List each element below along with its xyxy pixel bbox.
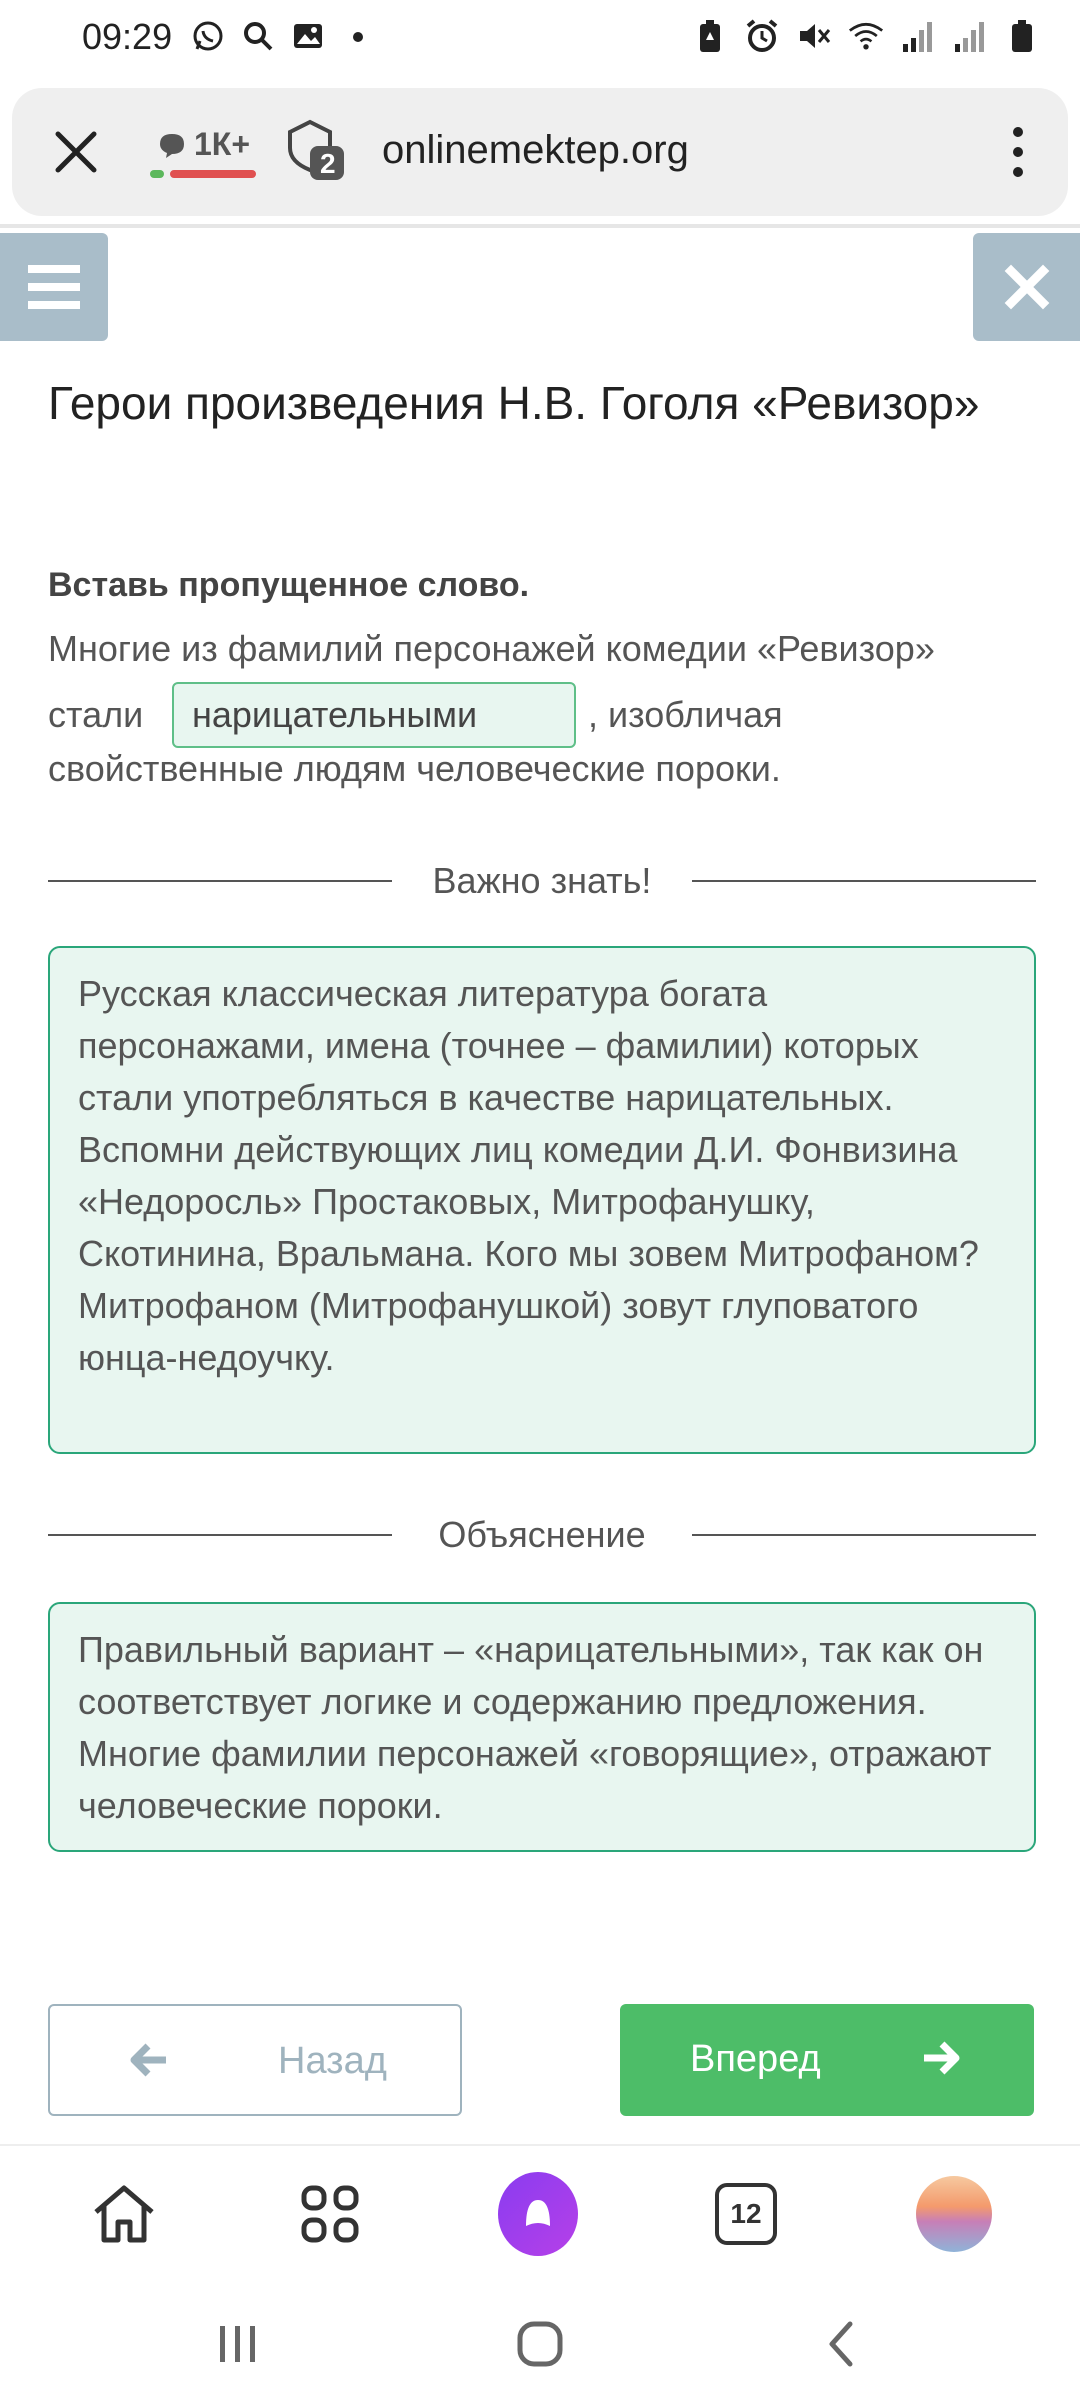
page-title: Герои произведения Н.В. Гоголя «Ревизор»	[48, 377, 980, 429]
chat-bubble-icon	[156, 130, 188, 167]
comments-counter[interactable]	[150, 126, 256, 180]
important-text: Русская классическая литература богата персонажами, имена (точнее – фамилии) которых стали употребляться в качестве нарицательных. Вспомни действующих лиц комедии Д.И. Фонвизина «Недоросль» Простаковых, Митрофанушку, Скотинина, Вральмана. Кого мы зовем Митрофаном? Митрофаном (Митрофанушкой) зовут глуповатого юнца-недоучку.	[78, 973, 979, 1378]
back-button[interactable]	[48, 2004, 462, 2116]
next-button[interactable]	[620, 2004, 1034, 2116]
divider	[692, 1534, 1036, 1536]
avatar	[916, 2176, 992, 2252]
divider	[48, 880, 392, 882]
close-page-button[interactable]	[973, 233, 1080, 341]
divider	[0, 224, 1080, 228]
next-label: Вперед	[690, 2038, 821, 2080]
close-icon[interactable]	[44, 120, 108, 184]
system-nav-bar	[0, 2274, 1080, 2400]
recents-icon[interactable]	[208, 2314, 268, 2374]
shield-icon[interactable]	[284, 118, 354, 182]
battery-icon	[1004, 18, 1040, 54]
explanation-label: Объяснение	[438, 1514, 646, 1555]
home-circle-icon[interactable]	[510, 2314, 570, 2374]
home-icon[interactable]	[84, 2174, 164, 2254]
divider	[692, 880, 1036, 882]
dot-icon	[340, 18, 376, 54]
alice-button[interactable]	[498, 2174, 578, 2254]
tabs-icon: 12	[715, 2183, 777, 2245]
sentence-before-blank: стали	[48, 694, 144, 735]
comments-count: 1К+	[194, 126, 251, 162]
divider	[48, 1534, 392, 1536]
menu-button[interactable]	[0, 233, 108, 341]
close-icon	[973, 233, 1080, 341]
sentence-line: Многие из фамилий персонажей комедии «Ревизор»	[48, 628, 935, 669]
important-info-box	[48, 946, 1036, 1454]
search-icon	[240, 18, 276, 54]
back-icon[interactable]	[812, 2314, 872, 2374]
indicator-red	[170, 170, 256, 178]
alice-icon	[498, 2172, 578, 2256]
browser-address-bar	[12, 88, 1068, 216]
shield-count: 2	[320, 148, 336, 179]
hamburger-icon	[0, 233, 108, 341]
status-bar	[0, 0, 1080, 80]
arrow-right-icon	[920, 2036, 964, 2080]
mute-icon	[796, 18, 832, 54]
back-label: Назад	[278, 2040, 387, 2082]
explanation-separator	[48, 1514, 1036, 1554]
answer-field[interactable]: нарицательными	[172, 682, 576, 748]
sentence-line-end: свойственные людям человеческие пороки.	[48, 748, 781, 789]
wifi-icon	[848, 18, 884, 54]
browser-bottom-nav	[0, 2144, 1080, 2274]
status-notifications	[190, 18, 376, 54]
signal-icon-2	[952, 18, 988, 54]
indicator-green	[150, 170, 164, 178]
kebab-menu-icon[interactable]	[998, 124, 1038, 180]
explanation-box	[48, 1602, 1036, 1852]
image-icon	[290, 18, 326, 54]
battery-saver-icon	[692, 18, 728, 54]
status-time: 09:29	[82, 16, 173, 57]
apps-grid-icon[interactable]	[290, 2174, 370, 2254]
alarm-icon	[744, 18, 780, 54]
url-text[interactable]: onlinemektep.org	[382, 128, 689, 172]
sentence-after-blank: , изобличая	[588, 694, 783, 735]
tabs-button[interactable]	[706, 2174, 786, 2254]
profile-button[interactable]	[914, 2174, 994, 2254]
signal-icon	[900, 18, 936, 54]
important-label: Важно знать!	[432, 860, 652, 901]
important-separator	[48, 860, 1036, 900]
status-system-icons	[692, 18, 1040, 54]
explanation-text: Правильный вариант – «нарицательными», так как он соответствует логике и содержанию предложения. Многие фамилии персонажей «говорящие», отражают человеческие пороки.	[78, 1629, 992, 1826]
whatsapp-icon	[190, 18, 226, 54]
task-heading: Вставь пропущенное слово.	[48, 566, 530, 604]
arrow-left-icon	[126, 2038, 170, 2082]
